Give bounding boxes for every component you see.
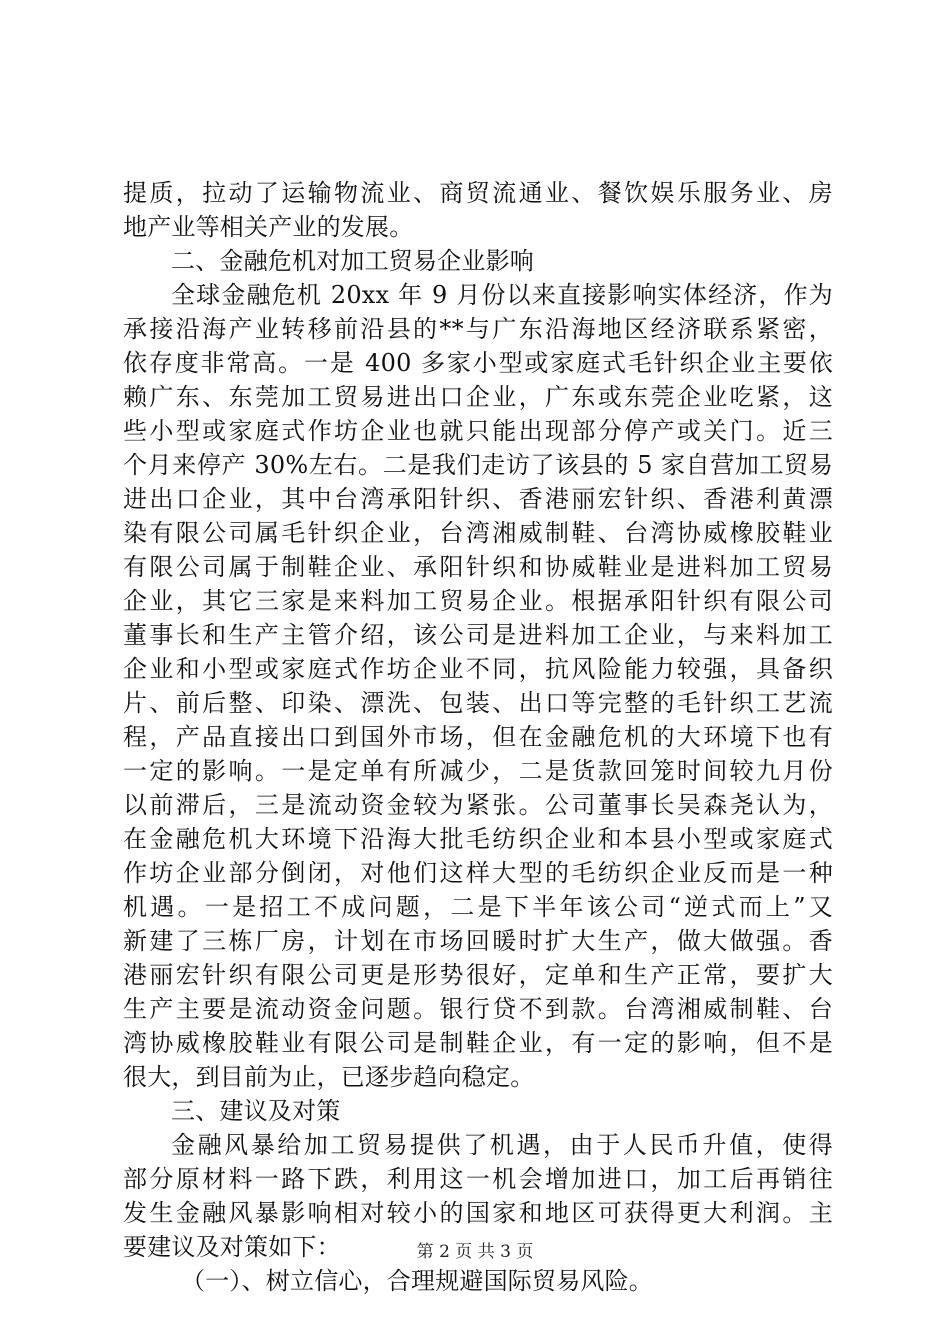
paragraph-line: 董事长和生产主管介绍，该公司是进料加工企业，与来料加工 — [123, 621, 833, 649]
paragraph-line: 个月来停产 30%左右。二是我们走访了该县的 5 家自营加工贸易 — [123, 451, 833, 479]
paragraph-line: 地产业等相关产业的发展。 — [123, 213, 414, 241]
paragraph-line: 发生金融风暴影响相对较小的国家和地区可获得更大利润。主 — [123, 1199, 833, 1227]
paragraph-line: 很大，到目前为止，已逐步趋向稳定。 — [123, 1063, 535, 1091]
paragraph-line: 企业，其它三家是来料加工贸易企业。根据承阳针织有限公司 — [123, 587, 833, 615]
paragraph-line: 湾协威橡胶鞋业有限公司是制鞋企业，有一定的影响，但不是 — [123, 1029, 833, 1057]
paragraph-line: 在金融危机大环境下沿海大批毛纺织企业和本县小型或家庭式 — [123, 825, 833, 853]
paragraph-line: 部分原材料一路下跌，利用这一机会增加进口，加工后再销往 — [123, 1165, 833, 1193]
section-heading-2: 二、金融危机对加工贸易企业影响 — [171, 247, 534, 275]
paragraph-line: 港丽宏针织有限公司更是形势很好，定单和生产正常，要扩大 — [123, 961, 833, 989]
paragraph-line: 全球金融危机 20xx 年 9 月份以来直接影响实体经济，作为 — [171, 281, 833, 309]
paragraph-line: 企业和小型或家庭式作坊企业不同，抗风险能力较强，具备织 — [123, 655, 833, 683]
paragraph-line: 承接沿海产业转移前沿县的**与广东沿海地区经济联系紧密， — [123, 315, 833, 343]
paragraph-line: 进出口企业，其中台湾承阳针织、香港丽宏针织、香港利黄漂 — [123, 485, 833, 513]
paragraph-line: 依存度非常高。一是 400 多家小型或家庭式毛针织企业主要依 — [123, 349, 833, 377]
paragraph-line: 赖广东、东莞加工贸易进出口企业，广东或东莞企业吃紧，这 — [123, 383, 833, 411]
paragraph-line: 程，产品直接出口到国外市场，但在金融危机的大环境下也有 — [123, 723, 833, 751]
paragraph-line: 染有限公司属毛针织企业，台湾湘威制鞋、台湾协威橡胶鞋业 — [123, 519, 833, 547]
paragraph-line: 一定的影响。一是定单有所减少，二是货款回笼时间较九月份 — [123, 757, 833, 785]
paragraph-line: 以前滞后，三是流动资金较为紧张。公司董事长吴森尧认为， — [123, 791, 833, 819]
paragraph-line: 提质，拉动了运输物流业、商贸流通业、餐饮娱乐服务业、房 — [123, 179, 833, 207]
page-number-footer: 第 2 页 共 3 页 — [416, 1242, 534, 1262]
section-heading-3: 三、建议及对策 — [171, 1097, 341, 1125]
paragraph-line: 生产主要是流动资金问题。银行贷不到款。台湾湘威制鞋、台 — [123, 995, 833, 1023]
document-body — [123, 176, 833, 1298]
subsection-heading: （一）、树立信心，合理规避国际贸易风险。 — [181, 1267, 653, 1295]
paragraph-line: 些小型或家庭式作坊企业也就只能出现部分停产或关门。近三 — [123, 417, 833, 445]
paragraph-line: 有限公司属于制鞋企业、承阳针织和协威鞋业是进料加工贸易 — [123, 553, 833, 581]
paragraph-line: 金融风暴给加工贸易提供了机遇，由于人民币升值，使得 — [171, 1131, 833, 1159]
paragraph-line: 作坊企业部分倒闭，对他们这样大型的毛纺织企业反而是一种 — [123, 859, 833, 887]
paragraph-line: 新建了三栋厂房，计划在市场回暖时扩大生产，做大做强。香 — [123, 927, 833, 955]
paragraph-line: 片、前后整、印染、漂洗、包装、出口等完整的毛针织工艺流 — [123, 689, 833, 717]
paragraph-line: 要建议及对策如下： — [123, 1233, 341, 1261]
paragraph-line: 机遇。一是招工不成问题，二是下半年该公司“逆式而上”又 — [123, 893, 833, 921]
